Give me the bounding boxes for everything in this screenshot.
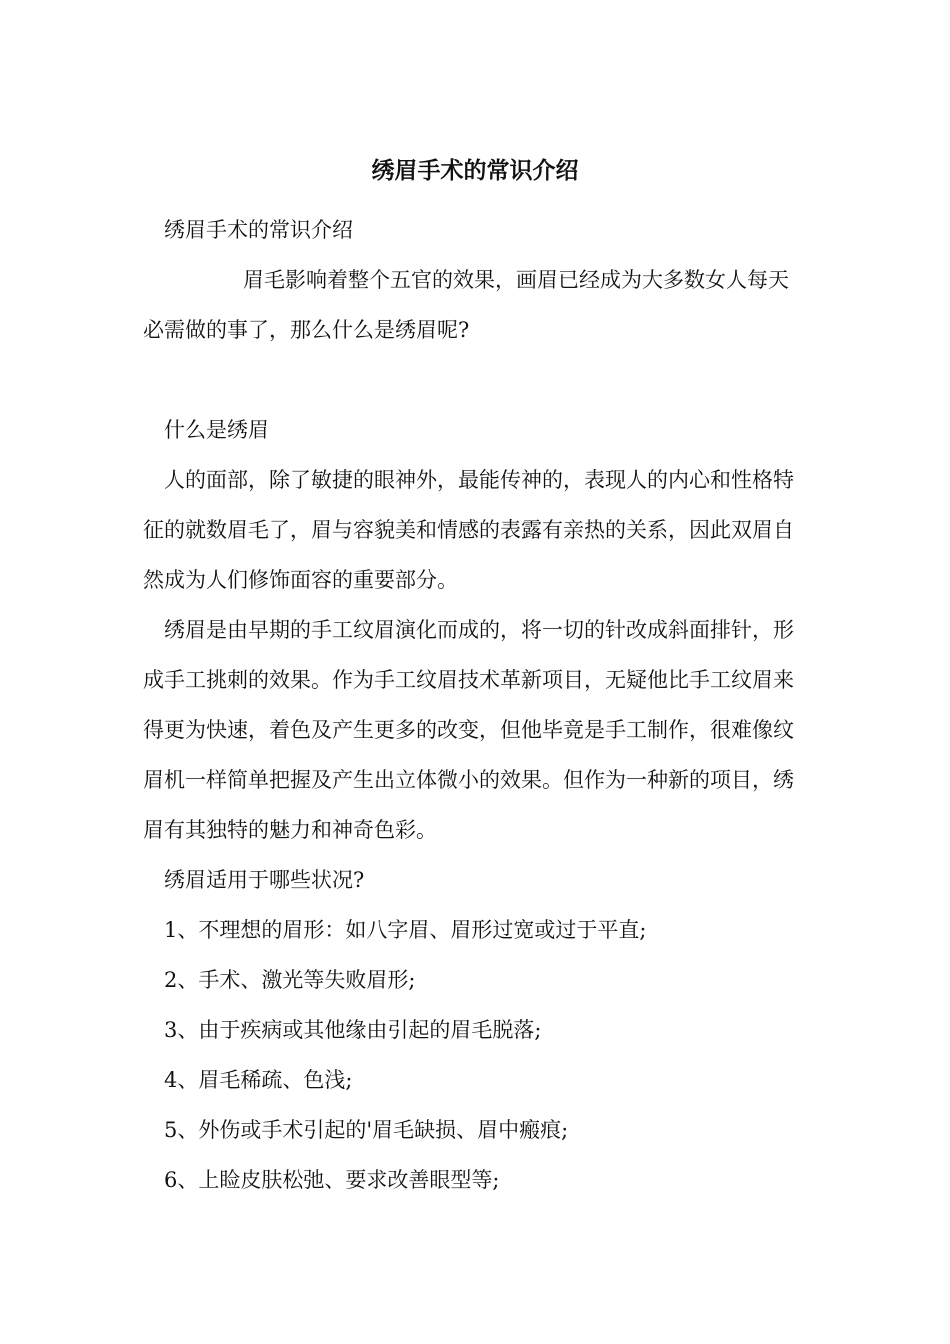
paragraph-face-expression: 人的面部，除了敏捷的眼神外，最能传神的，表现人的内心和性格特征的就数眉毛了，眉与容貌美和情感的表露有亲热的关系，因此双眉自然成为人们修饰面容的重要部分。 [143, 468, 794, 592]
document-body [143, 205, 808, 1205]
section-heading: 什么是绣眉 [164, 418, 269, 442]
paragraph-embroidery-origin: 绣眉是由早期的手工纹眉演化而成的，将一切的针改成斜面排针，形成手工挑刺的效果。作为手工纹眉技术革新项目，无疑他比手工纹眉来得更为快速，着色及产生更多的改变，但他毕竟是手工制作，很难像纹眉机一样简单把握及产生出立体微小的效果。但作为一种新的项目，绣眉有其独特的魅力和神奇色彩。 [143, 618, 794, 842]
list-item: 5、外伤或手术引起的'眉毛缺损、眉中瘢痕; [164, 1118, 569, 1142]
list-item: 6、上睑皮肤松弛、要求改善眼型等; [164, 1168, 500, 1192]
blank-line [143, 355, 808, 405]
document-title: 绣眉手术的常识介绍 [371, 157, 579, 184]
list-item: 2、手术、激光等失败眉形; [164, 968, 416, 992]
list-item: 3、由于疾病或其他缘由引起的眉毛脱落; [164, 1018, 542, 1042]
list-item: 1、不理想的眉形：如八字眉、眉形过宽或过于平直; [164, 918, 647, 942]
list-item: 4、眉毛稀疏、色浅; [164, 1068, 353, 1092]
intro-paragraph: 眉毛影响着整个五官的效果，画眉已经成为大多数女人每天必需做的事了，那么什么是绣眉呢? [143, 268, 789, 342]
subtitle-line: 绣眉手术的常识介绍 [164, 218, 353, 242]
applicable-question: 绣眉适用于哪些状况? [164, 868, 365, 892]
